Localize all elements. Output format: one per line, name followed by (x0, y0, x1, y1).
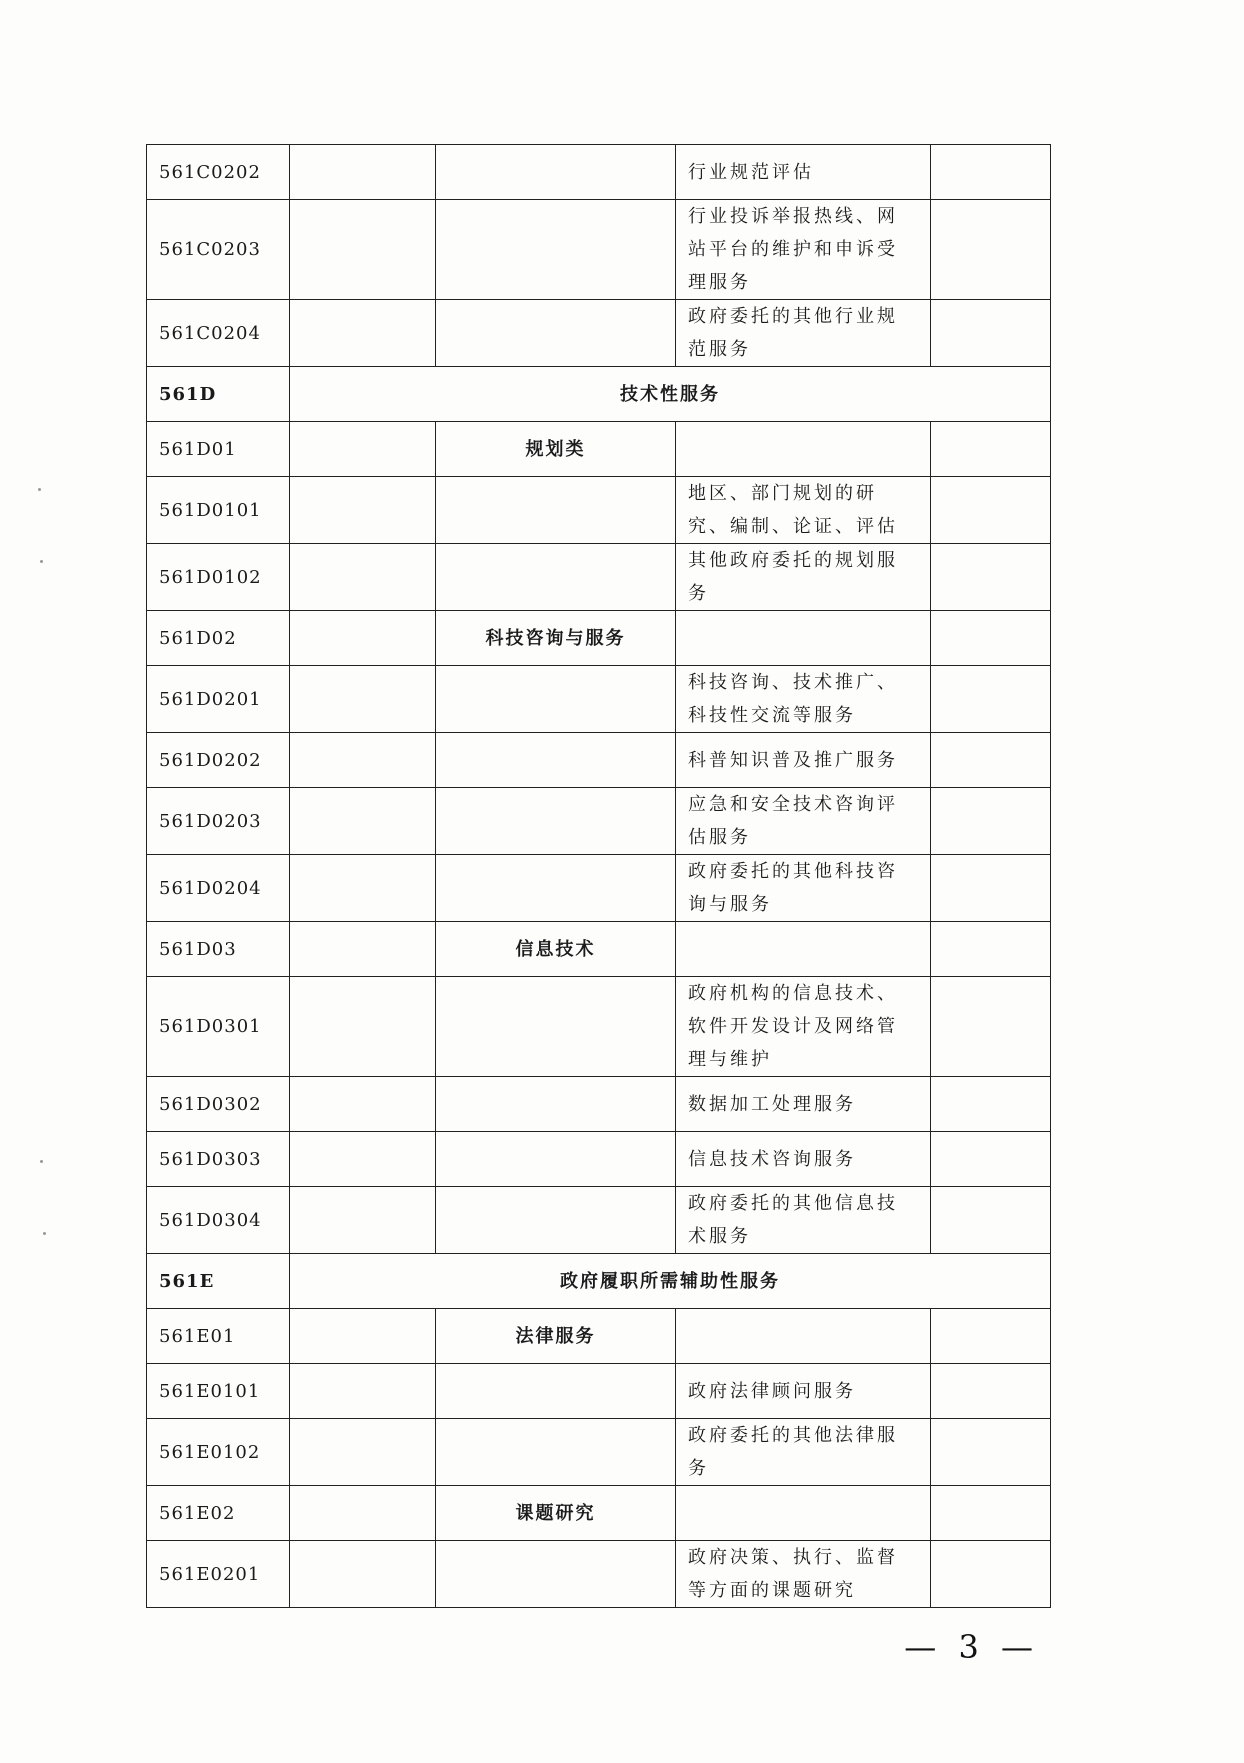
row-code: 561E01 (147, 1309, 290, 1364)
table-row-subcategory (147, 1486, 1051, 1541)
empty-cell (290, 733, 436, 788)
empty-cell (436, 1419, 676, 1486)
empty-cell (436, 788, 676, 855)
subcategory-title: 规划类 (436, 422, 676, 477)
table-row (147, 145, 1051, 200)
empty-cell (290, 922, 436, 977)
scan-speck (38, 488, 41, 491)
row-code: 561E0101 (147, 1364, 290, 1419)
row-description: 政府委托的其他信息技术服务 (676, 1187, 931, 1254)
empty-cell (436, 544, 676, 611)
row-description: 科技咨询、技术推广、科技性交流等服务 (676, 666, 931, 733)
empty-cell (931, 611, 1051, 666)
empty-cell (676, 611, 931, 666)
table-row (147, 1419, 1051, 1486)
empty-cell (290, 422, 436, 477)
empty-cell (290, 145, 436, 200)
row-code: 561D0203 (147, 788, 290, 855)
empty-cell (676, 1309, 931, 1364)
empty-cell (931, 855, 1051, 922)
table-row (147, 977, 1051, 1077)
table-row (147, 1187, 1051, 1254)
row-code: 561D0301 (147, 977, 290, 1077)
page-number: — 3 — (904, 1628, 1039, 1666)
empty-cell (436, 977, 676, 1077)
table-row (147, 733, 1051, 788)
row-description: 其他政府委托的规划服务 (676, 544, 931, 611)
scan-speck (40, 560, 43, 563)
empty-cell (436, 666, 676, 733)
empty-cell (436, 145, 676, 200)
empty-cell (436, 200, 676, 300)
table-row (147, 544, 1051, 611)
empty-cell (931, 977, 1051, 1077)
row-code: 561C0203 (147, 200, 290, 300)
empty-cell (931, 300, 1051, 367)
empty-cell (931, 477, 1051, 544)
empty-cell (436, 1077, 676, 1132)
empty-cell (931, 666, 1051, 733)
table-row-major-category (147, 367, 1051, 422)
row-code: 561D0201 (147, 666, 290, 733)
table-row (147, 1077, 1051, 1132)
empty-cell (931, 1309, 1051, 1364)
empty-cell (290, 1486, 436, 1541)
row-description: 政府委托的其他法律服务 (676, 1419, 931, 1486)
empty-cell (931, 1187, 1051, 1254)
table-row (147, 300, 1051, 367)
empty-cell (676, 1486, 931, 1541)
empty-cell (676, 422, 931, 477)
empty-cell (931, 922, 1051, 977)
empty-cell (290, 200, 436, 300)
row-code: 561D02 (147, 611, 290, 666)
subcategory-title: 科技咨询与服务 (436, 611, 676, 666)
row-description: 政府委托的其他科技咨询与服务 (676, 855, 931, 922)
table-row (147, 855, 1051, 922)
row-description: 政府决策、执行、监督等方面的课题研究 (676, 1541, 931, 1608)
major-category-title: 技术性服务 (290, 367, 1051, 422)
empty-cell (931, 1486, 1051, 1541)
empty-cell (436, 1364, 676, 1419)
empty-cell (290, 1132, 436, 1187)
empty-cell (290, 611, 436, 666)
scan-speck (43, 1232, 46, 1235)
catalog-body (147, 145, 1051, 1608)
row-description: 科普知识普及推广服务 (676, 733, 931, 788)
empty-cell (436, 1132, 676, 1187)
empty-cell (290, 1541, 436, 1608)
table-row-subcategory (147, 922, 1051, 977)
empty-cell (436, 855, 676, 922)
row-code: 561E0201 (147, 1541, 290, 1608)
empty-cell (290, 1077, 436, 1132)
empty-cell (931, 1132, 1051, 1187)
row-code: 561D0101 (147, 477, 290, 544)
empty-cell (436, 1541, 676, 1608)
row-code: 561E (147, 1254, 290, 1309)
table-row-subcategory (147, 422, 1051, 477)
row-code: 561D0304 (147, 1187, 290, 1254)
row-code: 561E02 (147, 1486, 290, 1541)
row-code: 561E0102 (147, 1419, 290, 1486)
empty-cell (676, 922, 931, 977)
row-description: 数据加工处理服务 (676, 1077, 931, 1132)
empty-cell (931, 200, 1051, 300)
table-row (147, 1132, 1051, 1187)
subcategory-title: 课题研究 (436, 1486, 676, 1541)
row-code: 561D0102 (147, 544, 290, 611)
table-row (147, 1541, 1051, 1608)
empty-cell (290, 666, 436, 733)
empty-cell (290, 1419, 436, 1486)
table-row (147, 666, 1051, 733)
empty-cell (931, 1077, 1051, 1132)
row-description: 地区、部门规划的研究、编制、论证、评估 (676, 477, 931, 544)
row-description: 政府法律顾问服务 (676, 1364, 931, 1419)
row-code: 561D01 (147, 422, 290, 477)
empty-cell (436, 477, 676, 544)
scan-speck (40, 1160, 43, 1163)
row-code: 561C0202 (147, 145, 290, 200)
table-row (147, 200, 1051, 300)
empty-cell (931, 1364, 1051, 1419)
empty-cell (931, 544, 1051, 611)
empty-cell (436, 733, 676, 788)
row-code: 561D03 (147, 922, 290, 977)
row-code: 561D0303 (147, 1132, 290, 1187)
empty-cell (290, 300, 436, 367)
table-row (147, 477, 1051, 544)
empty-cell (290, 544, 436, 611)
row-code: 561D0302 (147, 1077, 290, 1132)
table-row (147, 788, 1051, 855)
empty-cell (931, 145, 1051, 200)
empty-cell (290, 477, 436, 544)
row-description: 政府机构的信息技术、软件开发设计及网络管理与维护 (676, 977, 931, 1077)
row-description: 应急和安全技术咨询评估服务 (676, 788, 931, 855)
row-description: 行业规范评估 (676, 145, 931, 200)
table-row (147, 1364, 1051, 1419)
row-code: 561D0202 (147, 733, 290, 788)
row-description: 信息技术咨询服务 (676, 1132, 931, 1187)
subcategory-title: 信息技术 (436, 922, 676, 977)
major-category-title: 政府履职所需辅助性服务 (290, 1254, 1051, 1309)
empty-cell (290, 788, 436, 855)
empty-cell (931, 733, 1051, 788)
row-description: 政府委托的其他行业规范服务 (676, 300, 931, 367)
empty-cell (290, 1364, 436, 1419)
row-code: 561C0204 (147, 300, 290, 367)
table-row-major-category (147, 1254, 1051, 1309)
empty-cell (931, 422, 1051, 477)
empty-cell (436, 1187, 676, 1254)
empty-cell (931, 788, 1051, 855)
empty-cell (290, 855, 436, 922)
empty-cell (290, 1309, 436, 1364)
row-description: 行业投诉举报热线、网站平台的维护和申诉受理服务 (676, 200, 931, 300)
table-row-subcategory (147, 611, 1051, 666)
empty-cell (436, 300, 676, 367)
subcategory-title: 法律服务 (436, 1309, 676, 1364)
empty-cell (931, 1419, 1051, 1486)
service-catalog-table (146, 144, 1051, 1608)
empty-cell (931, 1541, 1051, 1608)
table-row-subcategory (147, 1309, 1051, 1364)
row-code: 561D0204 (147, 855, 290, 922)
row-code: 561D (147, 367, 290, 422)
empty-cell (290, 977, 436, 1077)
empty-cell (290, 1187, 436, 1254)
